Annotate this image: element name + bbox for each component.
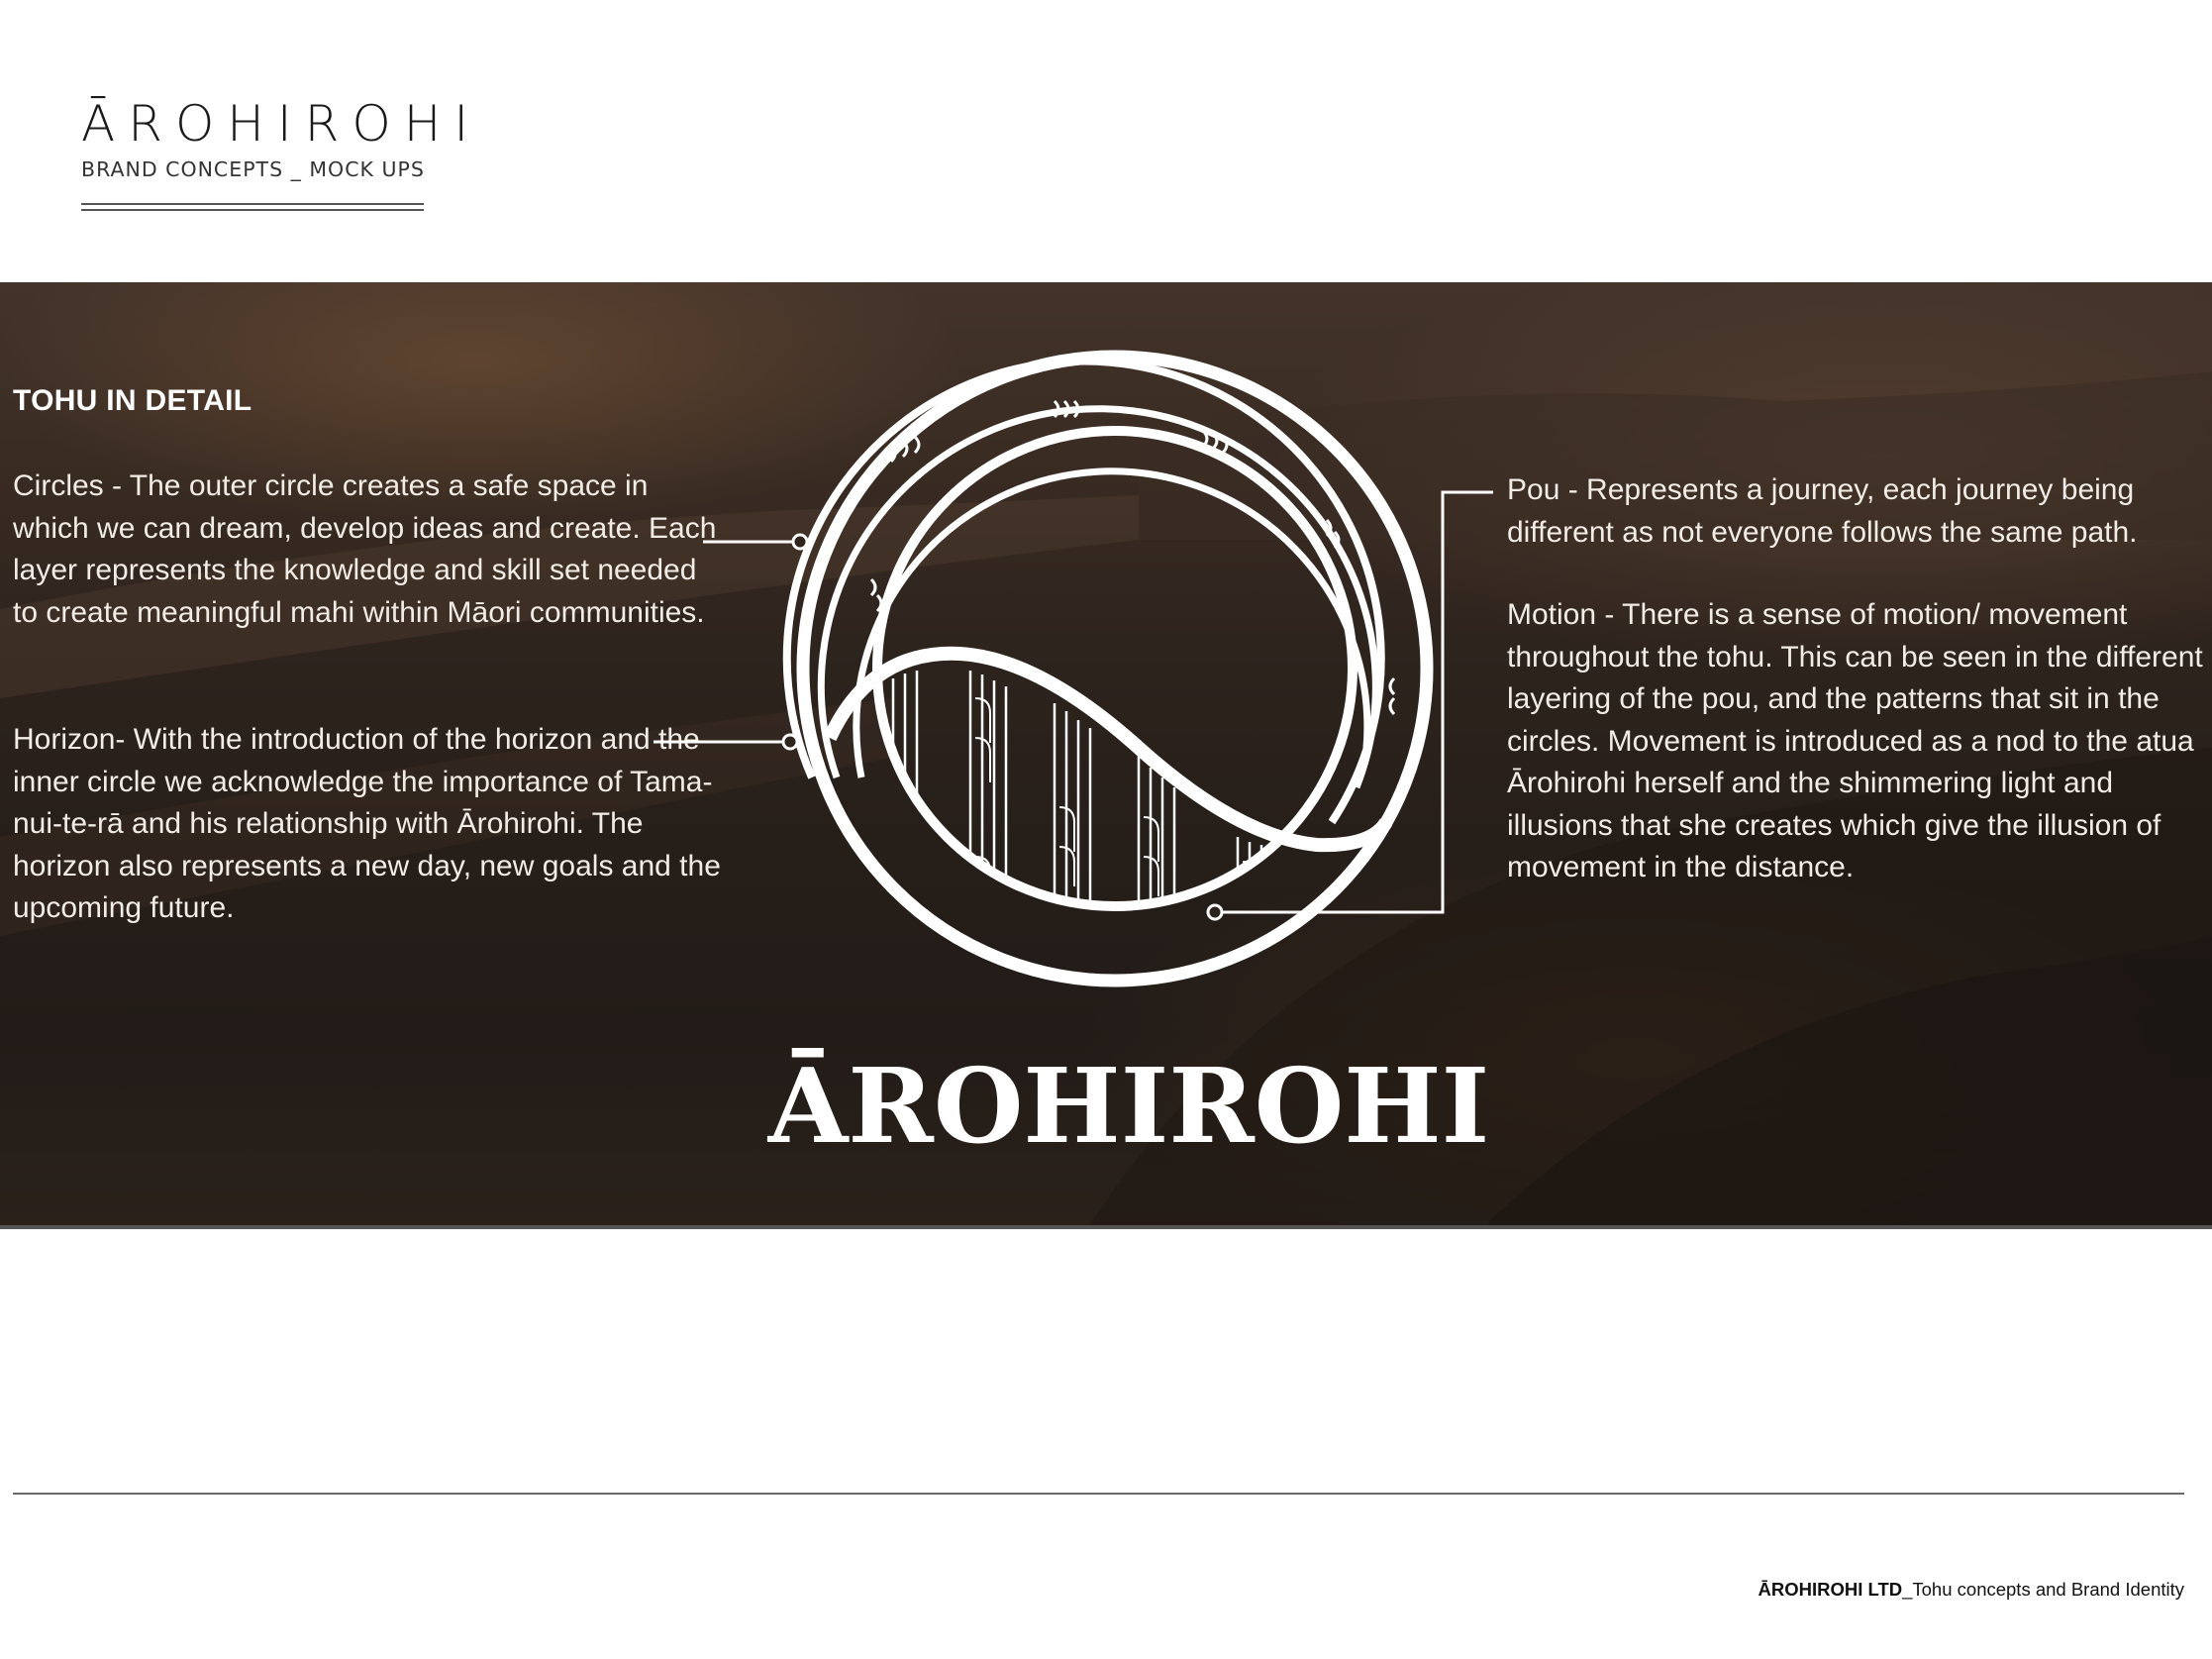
hero-panel	[0, 282, 2212, 1225]
brand-header	[81, 95, 482, 211]
footer-rule	[13, 1493, 2184, 1495]
brand-subtitle: BRAND CONCEPTS _ MOCK UPS	[81, 157, 425, 181]
footer-company: ĀROHIROHI LTD	[1758, 1579, 1903, 1600]
brand-title: ĀROHIROHI	[81, 95, 482, 153]
circles-callout-dot	[793, 535, 807, 549]
footer-caption-text: _Tohu concepts and Brand Identity	[1902, 1579, 2184, 1600]
header-rule-bottom	[81, 209, 424, 211]
circles-description: Circles - The outer circle creates a safe space in which we can dream, develop ideas and create. Each layer represents the knowledge and skill set needed to create meaningful mahi within Māori communities.	[13, 469, 717, 629]
horizon-description: Horizon- With the introduction of the horizon and the inner circle we acknowledge the importance of Tama-nui-te-rā and his relationship with Ārohirohi. The horizon also represents a new day, new goals and the upcoming future.	[13, 723, 721, 924]
hero-bottom-border	[0, 1225, 2212, 1229]
pou-description: Pou - Represents a journey, each journey being different as not everyone follows the same path.	[1507, 473, 2138, 549]
header-rule-top	[81, 203, 424, 205]
pou-callout-dot	[1208, 905, 1222, 919]
section-heading: TOHU IN DETAIL	[13, 384, 252, 417]
wordmark: ĀROHIROHI	[767, 1045, 1490, 1167]
pou-group-3	[1055, 703, 1090, 916]
horizon-callout-dot	[783, 735, 797, 749]
footer-caption	[1759, 1579, 2184, 1601]
motion-description: Motion - There is a sense of motion/ movement throughout the tohu. This can be seen in the different layering of the pou, and the patterns that sit in the circles. Movement is introduced as a nod to the atua Ārohirohi herself and the shimmering light and illusions that she creates which give the illusion of movement in the distance.	[1507, 598, 2203, 883]
pou-group-5	[1238, 837, 1261, 916]
